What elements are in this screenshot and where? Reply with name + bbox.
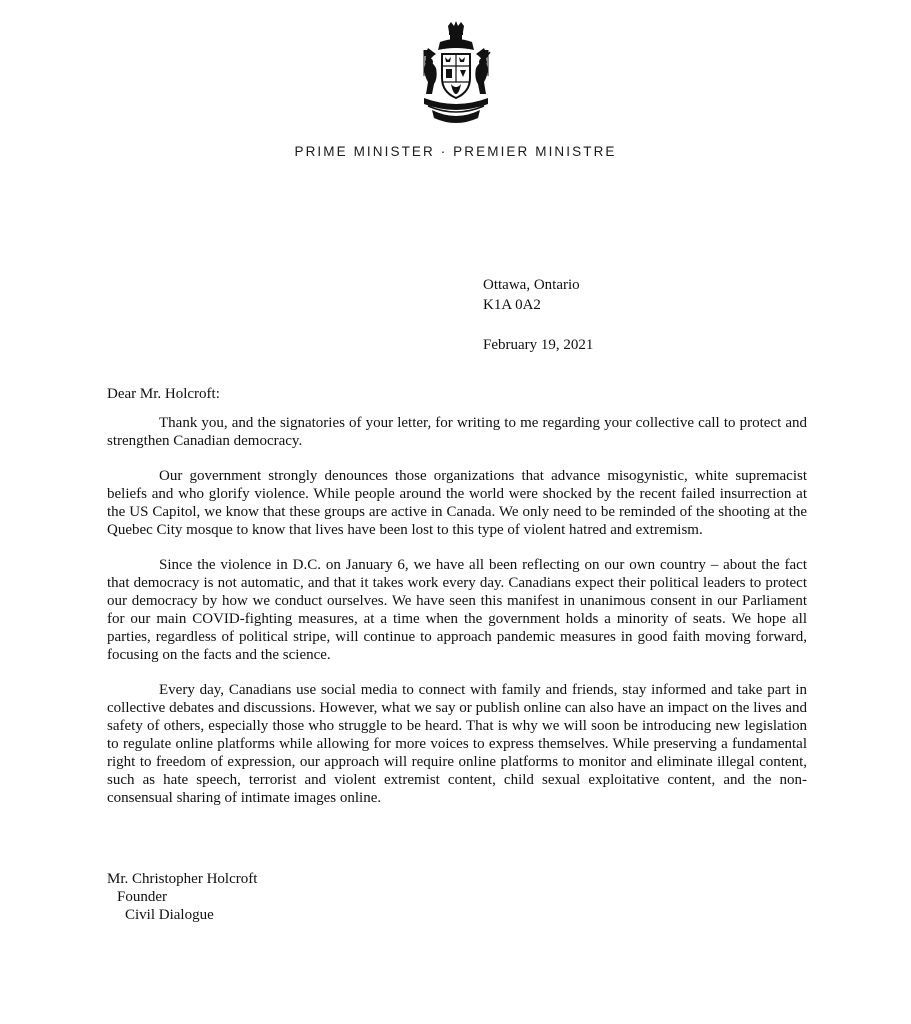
sender-address (483, 275, 593, 355)
recipient-organization: Civil Dialogue (125, 907, 214, 923)
salutation: Dear Mr. Holcroft: (107, 386, 220, 402)
address-postal-code: K1A 0A2 (483, 297, 541, 313)
letter-body (107, 385, 807, 824)
letterhead-title: PRIME MINISTER · PREMIER MINISTRE (294, 144, 617, 159)
recipient-title: Founder (117, 889, 167, 905)
recipient-block (107, 870, 257, 924)
coat-of-arms-icon (418, 20, 494, 128)
paragraph: Every day, Canadians use social media to connect with family and friends, stay informed and take part in collective debates and discussions. However, what we say or publish online can also have an impact on the lives and safety of others, especially those who struggle to be heard. That is why we will soon be introducing new legislation to regulate online platforms while allowing for more voices to express themselves. While preserving a fundamental right to freedom of expression, our approach will require online platforms to monitor and eliminate illegal content, such as hate speech, terrorist and violent extremist content, child sexual exploitative content, and the non-consensual sharing of intimate images online. (107, 682, 807, 806)
paragraph: Thank you, and the signatories of your letter, for writing to me regarding your collective call to protect and strengthen Canadian democracy. (107, 415, 807, 449)
recipient-name: Mr. Christopher Holcroft (107, 871, 258, 887)
paragraph: Our government strongly denounces those organizations that advance misogynistic, white supremacist beliefs and who glorify violence. While people around the world were shocked by the recent failed insurrection at the US Capitol, we know that these groups are active in Canada. We only need to be reminded of the shooting at the Quebec City mosque to know that lives have been lost to this type of violent hatred and extremism. (107, 468, 807, 538)
address-city: Ottawa, Ontario (483, 277, 580, 293)
letter-date: February 19, 2021 (483, 337, 594, 353)
paragraph: Since the violence in D.C. on January 6, we have all been reflecting on our own country – about the fact that democracy is not automatic, and that it takes work every day. Canadians expect their political leaders to protect our democracy by how we conduct ourselves. We have seen this manifest in unanimous consent in our Parliament for our main COVID-fighting measures, at a time when the government holds a minority of seats. We hope all parties, regardless of political stripe, will continue to approach pandemic measures in good faith moving forward, focusing on the facts and the science. (107, 557, 807, 663)
